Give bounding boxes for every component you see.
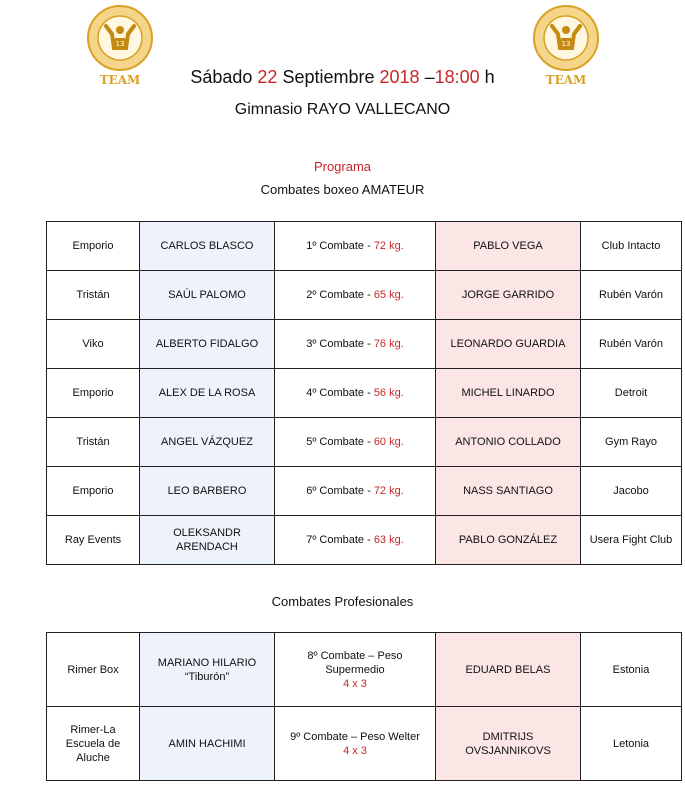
- table-row: [47, 222, 682, 271]
- blue-corner-fighter: LEO BARBERO: [140, 467, 275, 516]
- blue-corner-fighter: ALBERTO FIDALGO: [140, 320, 275, 369]
- table-row: [47, 320, 682, 369]
- fighter-club-cell: Rimer-La Escuela de Aluche: [47, 707, 140, 781]
- bout-description: 8º Combate – Peso Supermedio: [307, 649, 403, 676]
- pro-bouts-table: [46, 632, 682, 781]
- bout-cell: [275, 516, 436, 565]
- fighter-club-cell: Tristán: [47, 271, 140, 320]
- bout-number: 3º Combate -: [306, 338, 371, 350]
- table-row: [47, 418, 682, 467]
- bout-number: 1º Combate -: [306, 240, 371, 252]
- red-corner-fighter: PABLO VEGA: [436, 222, 581, 271]
- bout-rounds: 4 x 3: [343, 677, 367, 690]
- opponent-club-cell: Jacobo: [581, 467, 682, 516]
- event-month: Septiembre: [282, 67, 375, 87]
- bout-weight: 72 kg.: [373, 240, 404, 252]
- table-row: [47, 516, 682, 565]
- amateur-bouts-table: [46, 221, 682, 565]
- event-time: 18:00: [434, 67, 480, 87]
- bout-weight: 72 kg.: [373, 485, 404, 497]
- event-day: Sábado: [190, 67, 253, 87]
- programa-heading: Programa: [313, 159, 372, 174]
- opponent-club-cell: Rubén Varón: [581, 320, 682, 369]
- opponent-club-cell: Gym Rayo: [581, 418, 682, 467]
- red-corner-fighter: PABLO GONZÁLEZ: [436, 516, 581, 565]
- event-venue: Gimnasio RAYO VALLECANO: [234, 101, 451, 118]
- fighter-name: MARIANO HILARIO: [157, 656, 257, 669]
- bout-number: 2º Combate -: [306, 289, 371, 301]
- fighter-club-cell: Tristán: [47, 418, 140, 467]
- event-year: 2018: [379, 67, 420, 87]
- red-corner-fighter: MICHEL LINARDO: [436, 369, 581, 418]
- bout-weight: 63 kg.: [373, 534, 404, 546]
- table-row: [47, 271, 682, 320]
- amateur-section-title: Combates boxeo AMATEUR: [260, 182, 425, 197]
- svg-text:13: 13: [115, 40, 125, 48]
- opponent-club-cell: Detroit: [581, 369, 682, 418]
- bout-description: 9º Combate – Peso Welter: [290, 730, 420, 743]
- opponent-club-cell: Usera Fight Club: [581, 516, 682, 565]
- bout-number: 5º Combate -: [306, 436, 371, 448]
- bout-rounds: 4 x 3: [343, 744, 367, 757]
- event-dash: –: [424, 67, 435, 87]
- svg-text:TEAM: TEAM: [99, 73, 141, 86]
- table-row: [47, 467, 682, 516]
- bout-weight: 60 kg.: [373, 436, 404, 448]
- bout-number: 7º Combate -: [306, 534, 371, 546]
- blue-corner-fighter: OLEKSANDR ARENDACH: [140, 516, 275, 565]
- table-row: [47, 707, 682, 781]
- bout-weight: 56 kg.: [373, 387, 404, 399]
- bout-cell: [275, 271, 436, 320]
- event-date-number: 22: [257, 67, 278, 87]
- blue-corner-fighter: ANGEL VÁZQUEZ: [140, 418, 275, 467]
- bout-cell: [275, 222, 436, 271]
- bout-cell: [275, 369, 436, 418]
- red-corner-fighter: EDUARD BELAS: [436, 633, 581, 707]
- bout-weight: 65 kg.: [373, 289, 404, 301]
- table-row: [47, 369, 682, 418]
- event-date-line: [0, 67, 685, 88]
- bout-number: 4º Combate -: [306, 387, 371, 399]
- opponent-club-cell: Club Intacto: [581, 222, 682, 271]
- bout-cell: [275, 320, 436, 369]
- red-corner-fighter: JORGE GARRIDO: [436, 271, 581, 320]
- opponent-club-cell: Rubén Varón: [581, 271, 682, 320]
- event-time-unit: h: [484, 67, 495, 87]
- bout-number: 6º Combate -: [306, 485, 371, 497]
- fighter-club-cell: Emporio: [47, 222, 140, 271]
- blue-corner-fighter: SAÚL PALOMO: [140, 271, 275, 320]
- red-corner-fighter: ANTONIO COLLADO: [436, 418, 581, 467]
- bout-cell: [275, 707, 436, 781]
- pro-section-title: Combates Profesionales: [271, 594, 414, 609]
- table-row: [47, 633, 682, 707]
- opponent-club-cell: Letonia: [581, 707, 682, 781]
- blue-corner-fighter: ALEX DE LA ROSA: [140, 369, 275, 418]
- bout-cell: [275, 467, 436, 516]
- blue-corner-fighter: [140, 707, 275, 781]
- blue-corner-fighter: [140, 633, 275, 707]
- red-corner-fighter: DMITRIJS OVSJANNIKOVS: [436, 707, 581, 781]
- bout-cell: [275, 633, 436, 707]
- fighter-club-cell: Emporio: [47, 369, 140, 418]
- blue-corner-fighter: CARLOS BLASCO: [140, 222, 275, 271]
- fighter-club-cell: Rimer Box: [47, 633, 140, 707]
- red-corner-fighter: LEONARDO GUARDIA: [436, 320, 581, 369]
- fighter-club-cell: Emporio: [47, 467, 140, 516]
- fighter-club-cell: Ray Events: [47, 516, 140, 565]
- fighter-nickname: “Tiburón”: [184, 670, 230, 683]
- fighter-name: AMIN HACHIMI: [168, 737, 246, 750]
- svg-text:TEAM: TEAM: [545, 73, 587, 86]
- svg-text:13: 13: [561, 40, 571, 48]
- red-corner-fighter: NASS SANTIAGO: [436, 467, 581, 516]
- bout-cell: [275, 418, 436, 467]
- opponent-club-cell: Estonia: [581, 633, 682, 707]
- bout-weight: 76 kg.: [373, 338, 404, 350]
- fighter-club-cell: Viko: [47, 320, 140, 369]
